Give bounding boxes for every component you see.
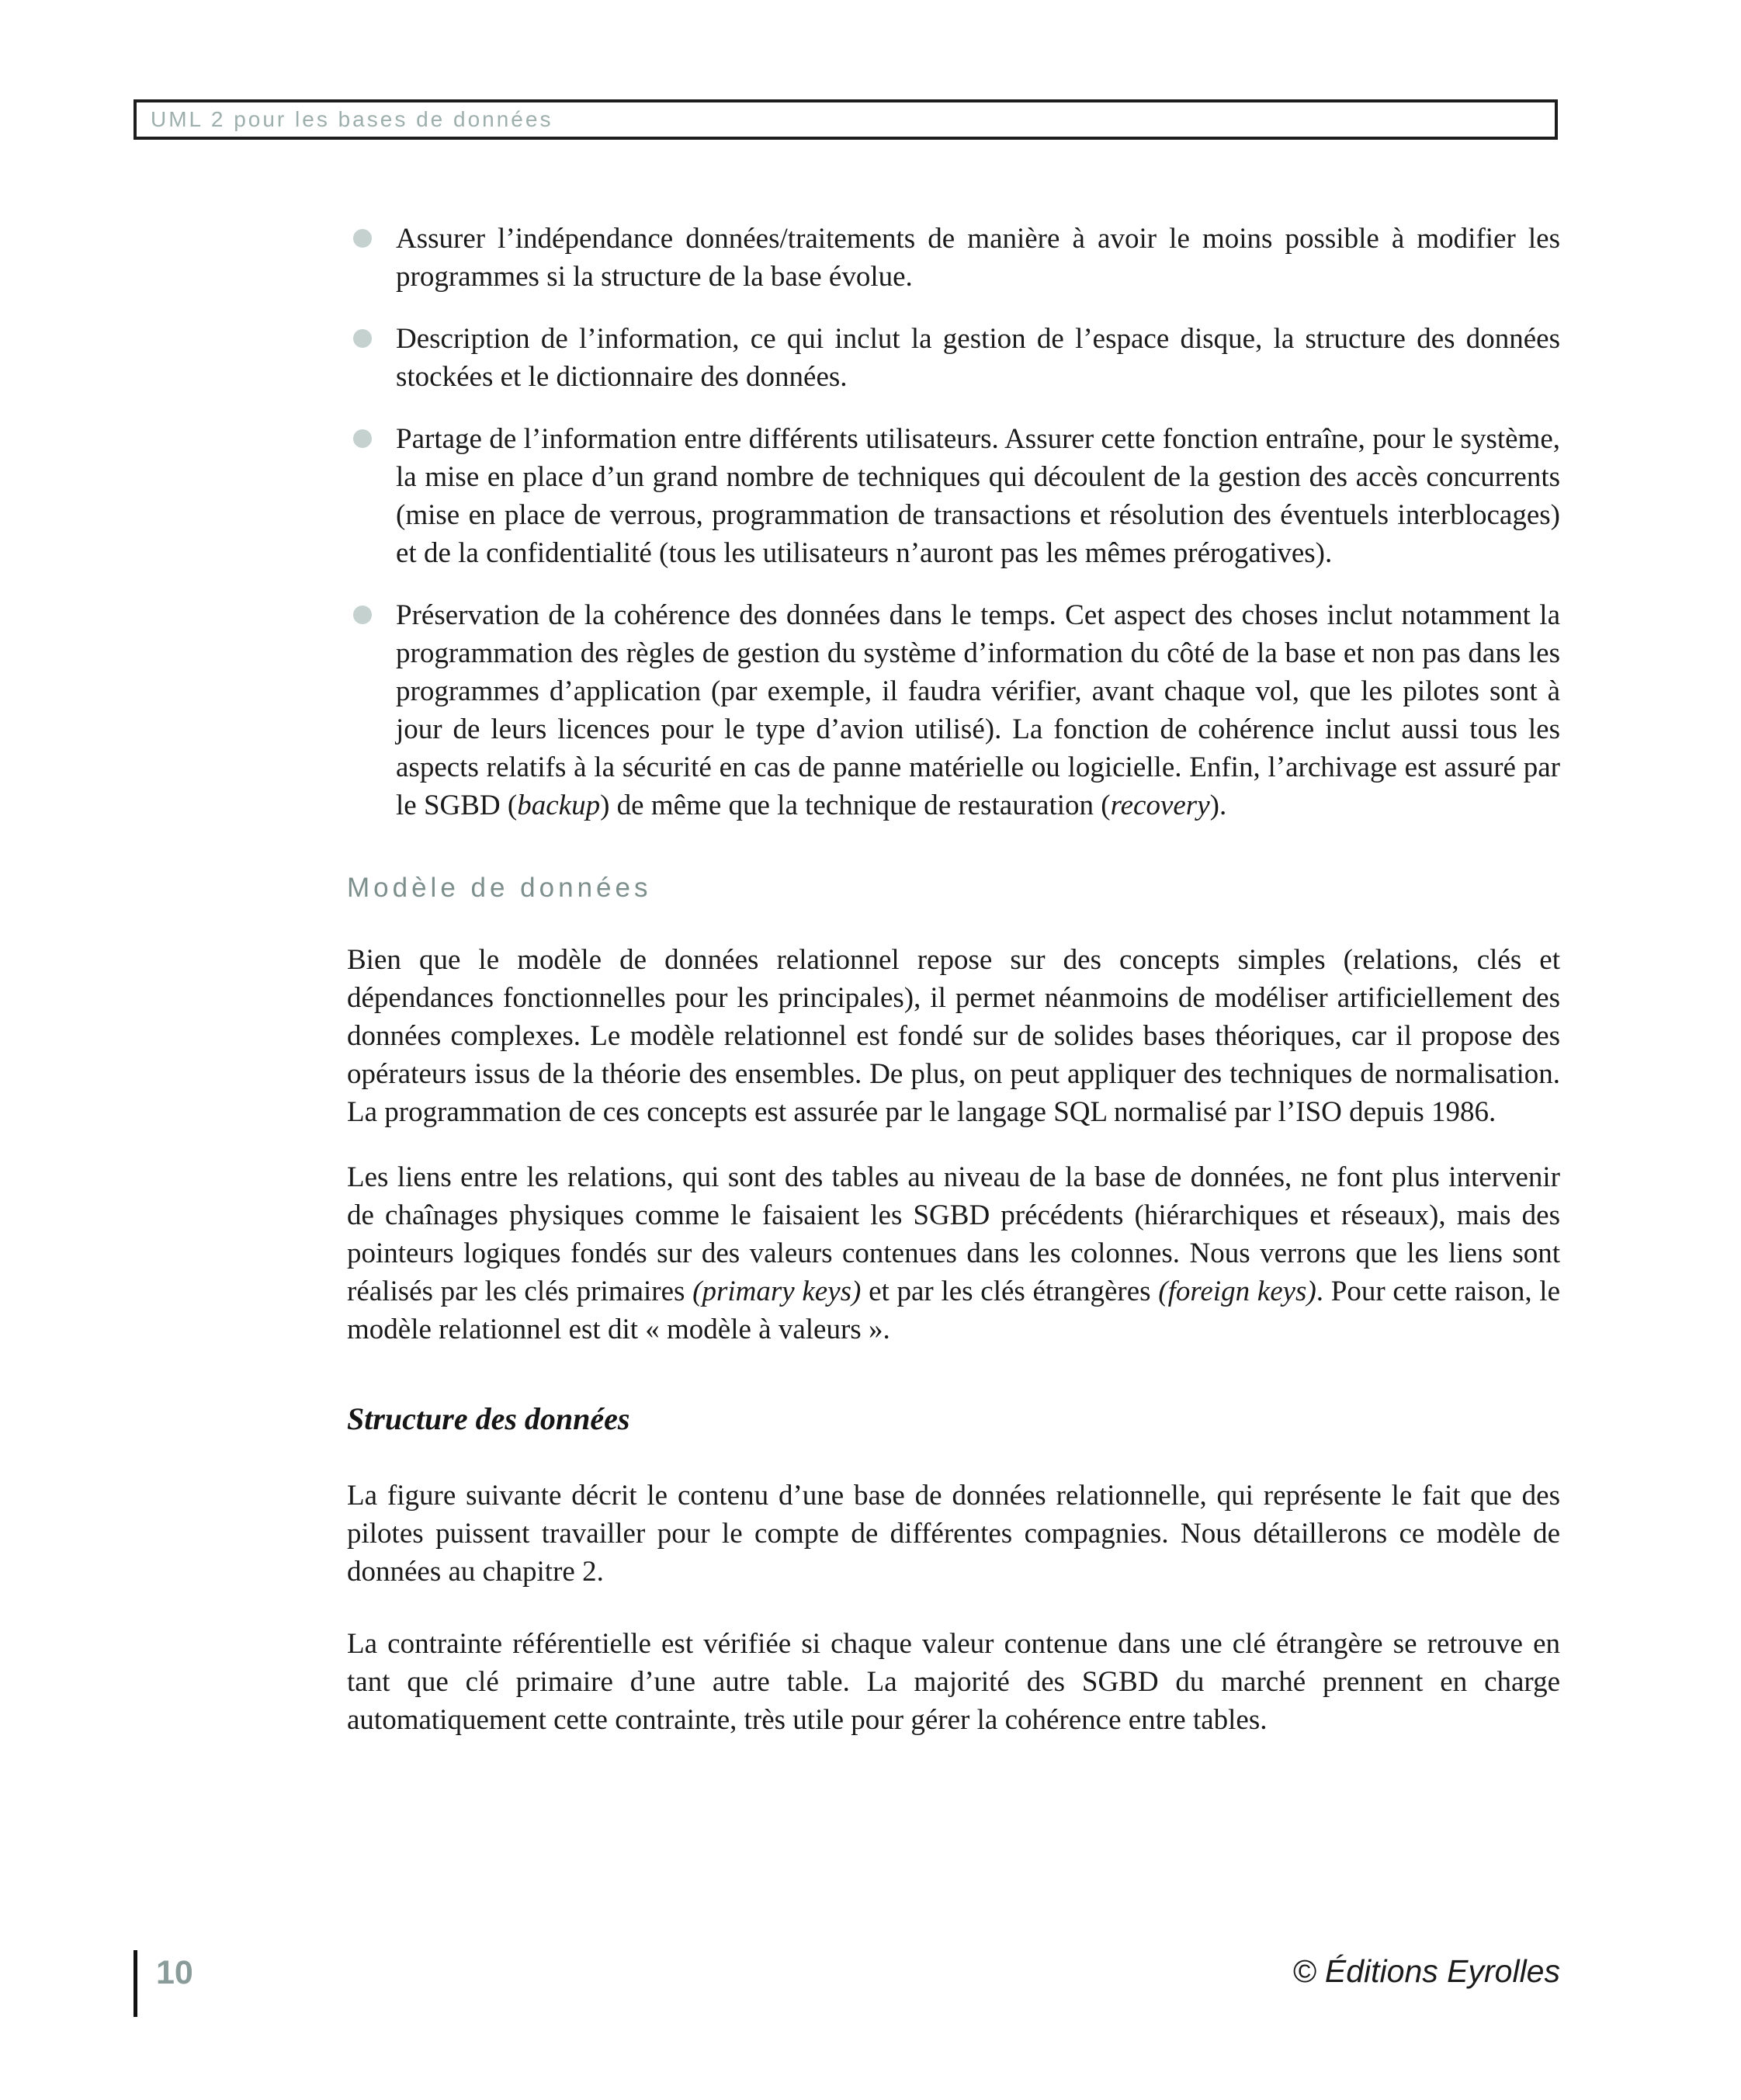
paragraph: La contrainte référentielle est vérifiée si chaque valeur contenue dans une clé étrangère se retrouve en tant que clé primaire d’une autre table. La majorité des SGBD du marché prennent en charge automatiquement cette contrainte, très utile pour gérer la cohérence entre tables. bbox=[347, 1628, 1560, 1736]
subsection-heading-structure-des-donnees: Structure des données bbox=[347, 1401, 630, 1436]
section-heading-modele-de-donnees: Modèle de données bbox=[347, 873, 652, 903]
footer-rule bbox=[134, 1950, 137, 2017]
paragraph: La figure suivante décrit le contenu d’une base de données relationnelle, qui représente le fait que des pilotes puissent travailler pour le compte de différentes compagnies. Nous détaillerons ce modèle de données au chapitre 2. bbox=[347, 1480, 1560, 1588]
running-header-title: UML 2 pour les bases de données bbox=[151, 107, 553, 131]
bullet-icon bbox=[353, 229, 372, 248]
list-item bbox=[347, 320, 1560, 396]
list-item bbox=[347, 420, 1560, 572]
list-item-text: Assurer l’indépendance données/traitements de manière à avoir le moins possible à modifier les programmes si la structure de la base évolue. bbox=[396, 223, 1560, 293]
bullet-icon bbox=[353, 429, 372, 448]
bullet-list bbox=[347, 220, 1560, 824]
paragraph: Les liens entre les relations, qui sont des tables au niveau de la base de données, ne font plus intervenir de chaînages physiques comme le faisaient les SGBD précédents (hiérarchiques et réseaux), mais des pointeurs logiques fondés sur des valeurs contenues dans les colonnes. Nous verrons que les liens sont réalisés par les clés primaires (primary keys) et par les clés étrangères (foreign keys). Pour cette raison, le modèle relationnel est dit « modèle à valeurs ». bbox=[347, 1161, 1560, 1345]
page-number-group bbox=[134, 1950, 193, 2017]
page-number: 10 bbox=[156, 1954, 193, 1991]
copyright-notice: © Éditions Eyrolles bbox=[1292, 1953, 1560, 1989]
bullet-icon bbox=[353, 329, 372, 348]
page-content bbox=[347, 220, 1560, 1739]
list-item bbox=[347, 220, 1560, 296]
list-item bbox=[347, 596, 1560, 824]
list-item-text: Description de l’information, ce qui inclut la gestion de l’espace disque, la structure des données stockées et le dictionnaire des données. bbox=[396, 323, 1560, 393]
list-item-text: Partage de l’information entre différents utilisateurs. Assurer cette fonction entraîne, pour le système, la mise en place d’un grand nombre de techniques qui découlent de la gestion des accès concurrents (mise en place de verrous, programmation de transactions et résolution des éventuels interblocages) et de la confidentialité (tous les utilisateurs n’auront pas les mêmes prérogatives). bbox=[396, 423, 1560, 569]
bullet-icon bbox=[353, 606, 372, 624]
running-header bbox=[134, 99, 1558, 140]
list-item-text: Préservation de la cohérence des données dans le temps. Cet aspect des choses inclut notamment la programmation des règles de gestion du système d’information du côté de la base et non pas dans les programmes d’application (par exemple, il faudra vérifier, avant chaque vol, que les pilotes sont à jour de leurs licences pour le type d’avion utilisé). La fonction de cohérence inclut aussi tous les aspects relatifs à la sécurité en cas de panne matérielle ou logicielle. Enfin, l’archivage est assuré par le SGBD (backup) de même que la technique de restauration (recovery). bbox=[396, 599, 1560, 821]
page-footer bbox=[134, 1950, 1560, 2017]
paragraph: Bien que le modèle de données relationnel repose sur des concepts simples (relations, clés et dépendances fonctionnelles pour les principales), il permet néanmoins de modéliser artificiellement des données complexes. Le modèle relationnel est fondé sur de solides bases théoriques, car il propose des opérateurs issus de la théorie des ensembles. De plus, on peut appliquer des techniques de normalisation. La programmation de ces concepts est assurée par le langage SQL normalisé par l’ISO depuis 1986. bbox=[347, 944, 1560, 1128]
